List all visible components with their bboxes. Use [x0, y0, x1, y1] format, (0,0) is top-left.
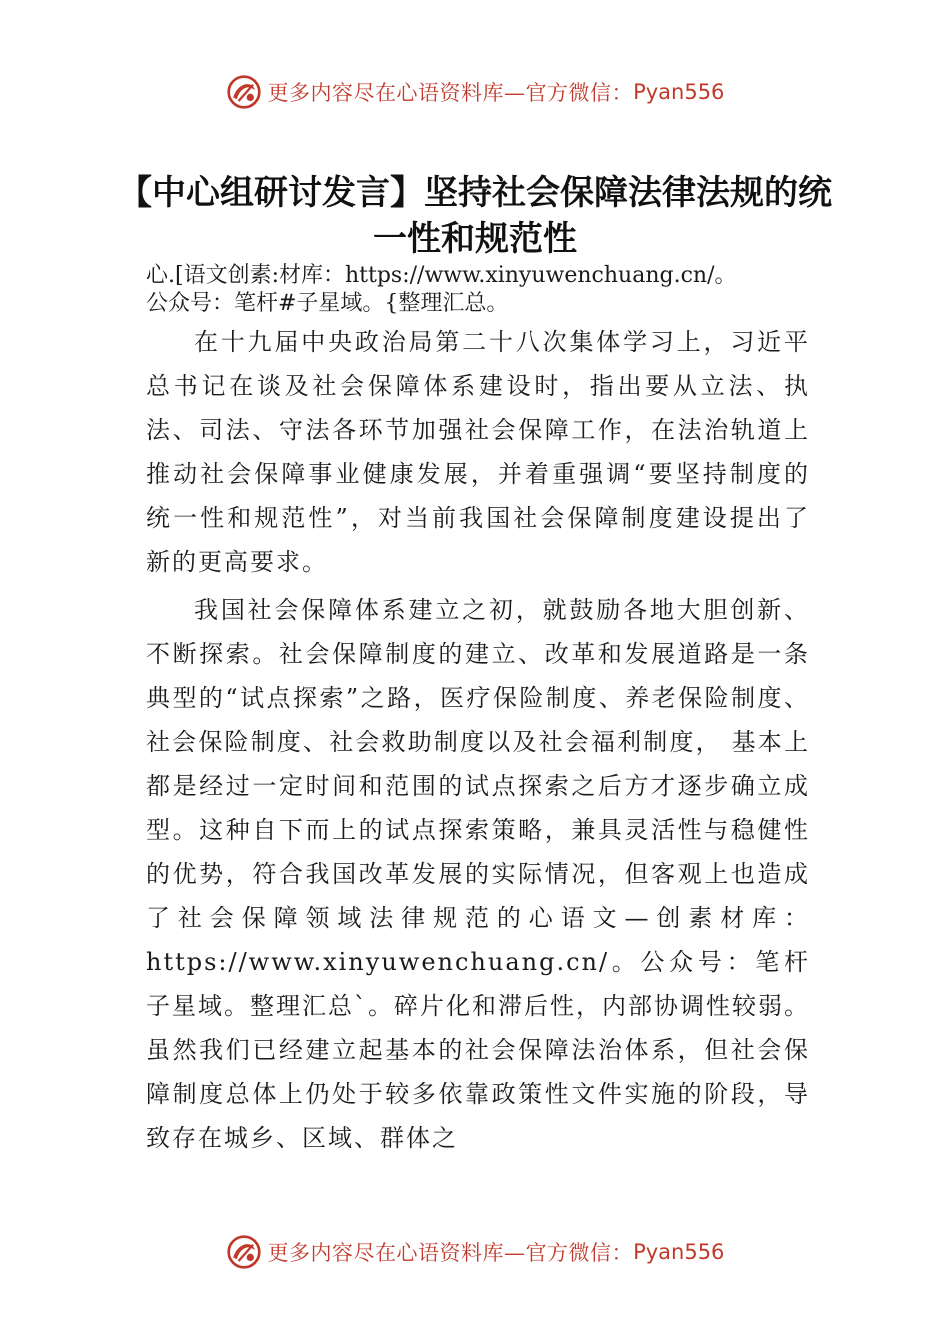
source-note: [146, 262, 836, 318]
paragraph-2: 我国社会保障体系建立之初，就鼓励各地大胆创新、不断探索。社会保障制度的建立、改革和发展道路是一条典型的“试点探索”之路，医疗保险制度、养老保险制度、社会保险制度、社会救助制度以及社会福利制度， 基本上都是经过一定时间和范围的试点探索之后方才逐步确立成型。这种自下而上的试点探索策略，兼具灵活性与稳健性的优势，符合我国改革发展的实际情况，但客观上也造成了社会保障领域法律规范的心语文—创素材库：https://www.xinyuwenchuang.cn/。公众号：笔杆子星域。整理汇总`。碎片化和滞后性，内部协调性较弱。虽然我们已经建立起基本的社会保障法治体系，但社会保障制度总体上仍处于较多依靠政策性文件实施的阶段，导致存在城乡、区域、群体之: [146, 596, 810, 1152]
document-title: 【中心组研讨发言】坚持社会保障法律法规的统一性和规范性: [118, 173, 832, 259]
footer-banner: [0, 1230, 950, 1274]
banner-wechat-id: Pyan556: [633, 1240, 725, 1264]
banner-wechat-label: 官方微信：: [525, 81, 634, 105]
source-line-1: 心.[语文创素:材库：https://www.xinyuwenchuang.cn/。: [146, 263, 737, 288]
red-swirl-logo-icon: [226, 74, 262, 110]
banner-main-text: 更多内容尽在心语资料库—: [267, 1241, 526, 1265]
paragraph-1: 在十九届中央政治局第二十八次集体学习上，习近平总书记在谈及社会保障体系建设时，指出要从立法、执法、司法、守法各环节加强社会保障工作，在法治轨道上推动社会保障事业健康发展，并着重强调“要坚持制度的统一性和规范性”，对当前我国社会保障制度建设提出了新的更高要求。: [146, 328, 810, 576]
header-banner: [0, 70, 950, 114]
banner-wechat-id: Pyan556: [633, 80, 725, 104]
source-line-2: 公众号：笔杆#子星域。{整理汇总。: [146, 291, 509, 316]
document-body: [146, 320, 810, 1164]
banner-main-text: 更多内容尽在心语资料库—: [267, 81, 526, 105]
banner-wechat-label: 官方微信：: [525, 1241, 634, 1265]
red-swirl-logo-icon: [226, 1234, 262, 1270]
